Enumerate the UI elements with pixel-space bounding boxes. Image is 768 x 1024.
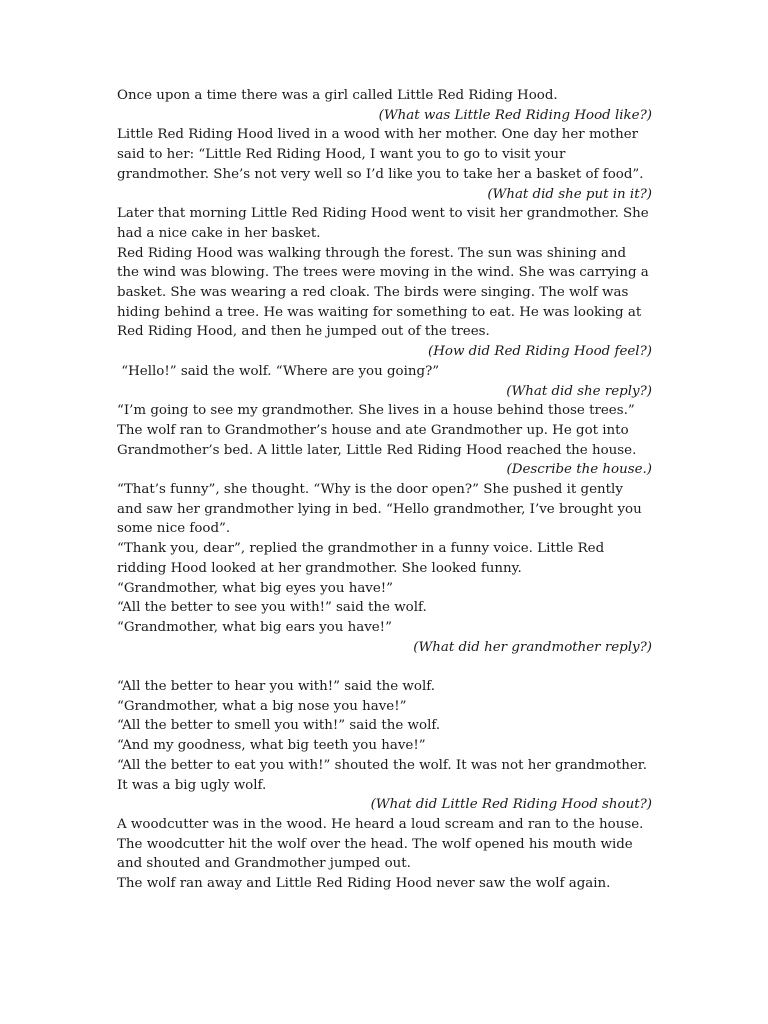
story-paragraph: “I’m going to see my grandmother. She lives in a house behind those trees.” [117,403,635,419]
question-prompt: (Describe the house.) [506,462,652,478]
dialogue-line: “All the better to hear you with!” said the wolf. [117,679,435,695]
dialogue-line: “Grandmother, what big ears you have!” [117,619,392,635]
question-prompt: (What was Little Red Riding Hood like?) [378,107,652,123]
question-prompt: (What did her grandmother reply?) [413,639,652,655]
dialogue-line: “And my goodness, what big teeth you have!” [117,738,426,754]
story-text [117,86,652,894]
dialogue-line: “Grandmother, what big eyes you have!” [117,580,394,596]
story-paragraph: A woodcutter was in the wood. He heard a loud scream and ran to the house. The woodcutter hit the wolf over the head. The wolf opened his mouth wide and shouted and Grandmother jumped out. [117,817,644,872]
story-paragraph: The wolf ran away and Little Red Riding Hood never saw the wolf again. [117,876,611,892]
question-prompt: (What did Little Red Riding Hood shout?) [370,797,652,813]
story-paragraph: Red Riding Hood was walking through the forest. The sun was shining and the wind was blowing. The trees were moving in the wind. She was carrying a basket. She was wearing a red cloak. The birds were singing. The wolf was hiding behind a tree. He was waiting for something to eat. He was looking at Red Riding Hood, and then he jumped out of the trees. [117,245,649,340]
story-paragraph: Once upon a time there was a girl called Little Red Riding Hood. [117,88,558,103]
story-paragraph: “Hello!” said the wolf. “Where are you going?” [117,363,440,379]
story-paragraph: “All the better to eat you with!” shouted the wolf. It was not her grandmother. It was a big ugly wolf. [117,757,647,793]
question-prompt: (What did she reply?) [506,383,652,399]
dialogue-line: “Grandmother, what a big nose you have!” [117,698,407,714]
dialogue-line: “All the better to smell you with!” said the wolf. [117,718,441,734]
story-paragraph: The wolf ran to Grandmother’s house and ate Grandmother up. He got into Grandmother’s bed. A little later, Little Red Riding Hood reached the house. [117,422,637,458]
story-paragraph: Later that morning Little Red Riding Hood went to visit her grandmother. She had a nice cake in her basket. [117,206,649,241]
story-paragraph: “Thank you, dear”, replied the grandmother in a funny voice. Little Red ridding Hood looked at her grandmother. She looked funny. [117,541,605,576]
question-prompt: (What did she put in it?) [487,186,652,202]
story-paragraph: “That’s funny”, she thought. “Why is the door open?” She pushed it gently and saw her grandmother lying in bed. “Hello grandmother, I’ve brought you some nice food”. [117,482,642,537]
story-paragraph: Little Red Riding Hood lived in a wood with her mother. One day her mother said to her: “Little Red Riding Hood, I want you to go to visit your grandmother. She’s not very well so I’d like you to take her a basket of food”. [117,127,644,182]
question-prompt: (How did Red Riding Hood feel?) [428,344,652,360]
dialogue-line: “All the better to see you with!” said the wolf. [117,600,427,616]
